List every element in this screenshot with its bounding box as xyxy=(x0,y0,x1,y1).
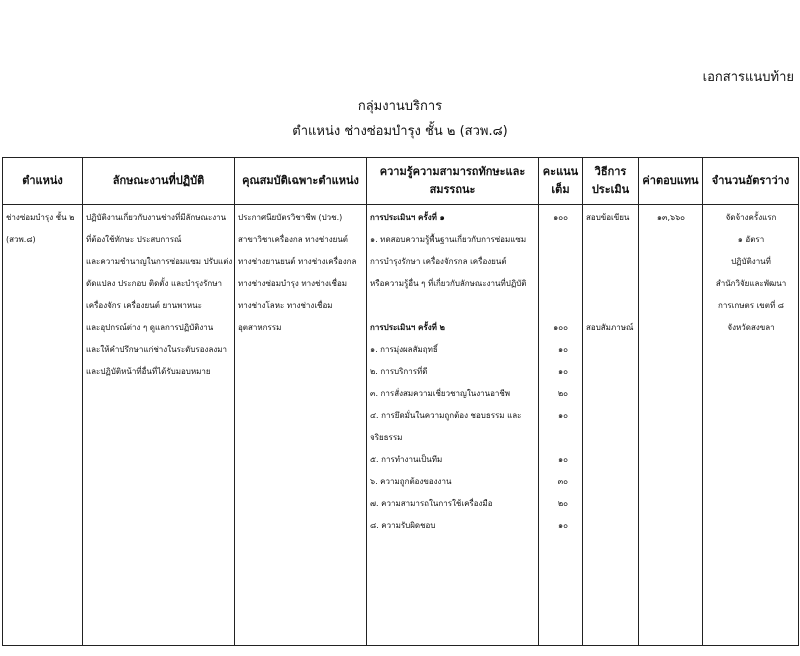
col-header-position: ตำแหน่ง xyxy=(3,158,83,205)
item-score: ๑๐ xyxy=(558,411,568,420)
duties-cell xyxy=(83,205,235,646)
round2-score: ๑๐๐ xyxy=(553,323,568,332)
col-header-qualifications: คุณสมบัติเฉพาะตำแหน่ง xyxy=(235,158,367,205)
position-line: ช่างซ่อมบำรุง ชั้น ๒ xyxy=(6,213,75,222)
vacancy-line: จัดจ้างครั้งแรก xyxy=(725,213,777,222)
item-score: ๑๐ xyxy=(558,345,568,354)
col-header-full-score: คะแนน เต็ม xyxy=(539,158,583,205)
round1-method: สอบข้อเขียน xyxy=(586,213,630,222)
item-score: ๑๐ xyxy=(558,455,568,464)
vacancy-line: การเกษตร เขตที่ ๘ xyxy=(718,301,784,310)
duty-line: และอุปกรณ์ต่าง ๆ ดูแลการปฏิบัติงาน xyxy=(86,323,214,332)
col-header-compensation: ค่าตอบแทน xyxy=(639,158,703,205)
round1-line: หรือความรู้อื่น ๆ ที่เกี่ยวกับลักษณะงานที่ปฏิบัติ xyxy=(370,279,527,288)
round2-item: ๖. ความถูกต้องของงาน xyxy=(370,477,452,486)
duty-line: ปฏิบัติงานเกี่ยวกับงานช่างที่มีลักษณะงาน xyxy=(86,213,227,222)
vacancy-line: ๑ อัตรา xyxy=(737,235,765,244)
col-header-competencies: ความรู้ความสามารถทักษะและ สมรรถนะ xyxy=(367,158,539,205)
vacancy-cell xyxy=(703,205,799,646)
col-header-duties: ลักษณะงานที่ปฏิบัติ xyxy=(83,158,235,205)
duty-line: และปฏิบัติหน้าที่อื่นที่ได้รับมอบหมาย xyxy=(86,367,211,376)
round1-line: การบำรุงรักษา เครื่องจักรกล เครื่องยนต์ xyxy=(370,257,507,266)
competencies-cell xyxy=(367,205,539,646)
table-row xyxy=(3,205,799,646)
duty-line: ที่ต้องใช้ทักษะ ประสบการณ์ xyxy=(86,235,182,244)
qualification-line: ทางช่างยานยนต์ ทางช่างเครื่องกล xyxy=(238,257,357,266)
round2-item: ๘. ความรับผิดชอบ xyxy=(370,521,436,530)
method-cell xyxy=(583,205,639,646)
item-score: ๒๐ xyxy=(557,389,568,398)
vacancy-line: ปฏิบัติงานที่ xyxy=(731,257,771,266)
item-score: ๑๐ xyxy=(558,521,568,530)
item-score: ๑๐ xyxy=(558,367,568,376)
round2-heading: การประเมินฯ ครั้งที่ ๒ xyxy=(370,323,445,332)
job-details-table xyxy=(2,157,799,646)
duty-line: ดัดแปลง ประกอบ ติดตั้ง และบำรุงรักษา xyxy=(86,279,222,288)
vacancy-line: สำนักวิจัยและพัฒนา xyxy=(715,279,787,288)
qualification-line: ทางช่างโลหะ ทางช่างเชื่อม xyxy=(238,301,333,310)
qualifications-cell xyxy=(235,205,367,646)
position-line: (สวพ.๘) xyxy=(6,235,36,244)
round2-item: ๔. การยึดมั่นในความถูกต้อง ชอบธรรม และ xyxy=(370,411,522,420)
qualification-line: สาขาวิชาเครื่องกล ทางช่างยนต์ xyxy=(238,235,348,244)
round1-line: ๑. ทดสอบความรู้พื้นฐานเกี่ยวกับการซ่อมแซม xyxy=(370,235,527,244)
round2-item-cont: จริยธรรม xyxy=(370,433,403,442)
col-header-vacancy: จำนวนอัตราว่าง xyxy=(703,158,799,205)
item-score: ๓๐ xyxy=(557,477,568,486)
header-row xyxy=(3,158,799,205)
round2-item: ๑. การมุ่งผลสัมฤทธิ์ xyxy=(370,345,438,354)
qualification-line: ประกาศนียบัตรวิชาชีพ (ปวช.) xyxy=(238,213,343,222)
round2-item: ๕. การทำงานเป็นทีม xyxy=(370,455,443,464)
duty-line: และให้คำปรึกษาแก่ช่างในระดับรองลงมา xyxy=(86,345,228,354)
duty-line: เครื่องจักร เครื่องยนต์ ยานพาหนะ xyxy=(86,301,202,310)
qualification-line: อุตสาหกรรม xyxy=(238,323,282,332)
position-title: ตำแหน่ง ช่างซ่อมบำรุง ชั้น ๒ (สวพ.๘) xyxy=(292,124,508,139)
qualification-line: ทางช่างซ่อมบำรุง ทางช่างเชื่อม xyxy=(238,279,348,288)
round2-item: ๗. ความสามารถในการใช้เครื่องมือ xyxy=(370,499,493,508)
col-header-method: วิธีการ ประเมิน xyxy=(583,158,639,205)
round2-item: ๒. การบริการที่ดี xyxy=(370,367,428,376)
annex-label: เอกสารแนบท้าย xyxy=(702,70,794,85)
compensation-cell xyxy=(639,205,703,646)
round2-method: สอบสัมภาษณ์ xyxy=(586,323,634,332)
position-cell xyxy=(3,205,83,646)
vacancy-line: จังหวัดสงขลา xyxy=(727,323,775,332)
item-score: ๒๐ xyxy=(557,499,568,508)
compensation-value: ๑๓,๖๖๐ xyxy=(656,213,686,222)
group-title: กลุ่มงานบริการ xyxy=(357,99,443,114)
score-cell xyxy=(539,205,583,646)
duty-line: และความชำนาญในการซ่อมแซม ปรับแต่ง xyxy=(86,257,233,266)
round1-score: ๑๐๐ xyxy=(553,213,568,222)
round1-heading: การประเมินฯ ครั้งที่ ๑ xyxy=(370,213,445,222)
round2-item: ๓. การสั่งสมความเชี่ยวชาญในงานอาชีพ xyxy=(370,389,511,398)
